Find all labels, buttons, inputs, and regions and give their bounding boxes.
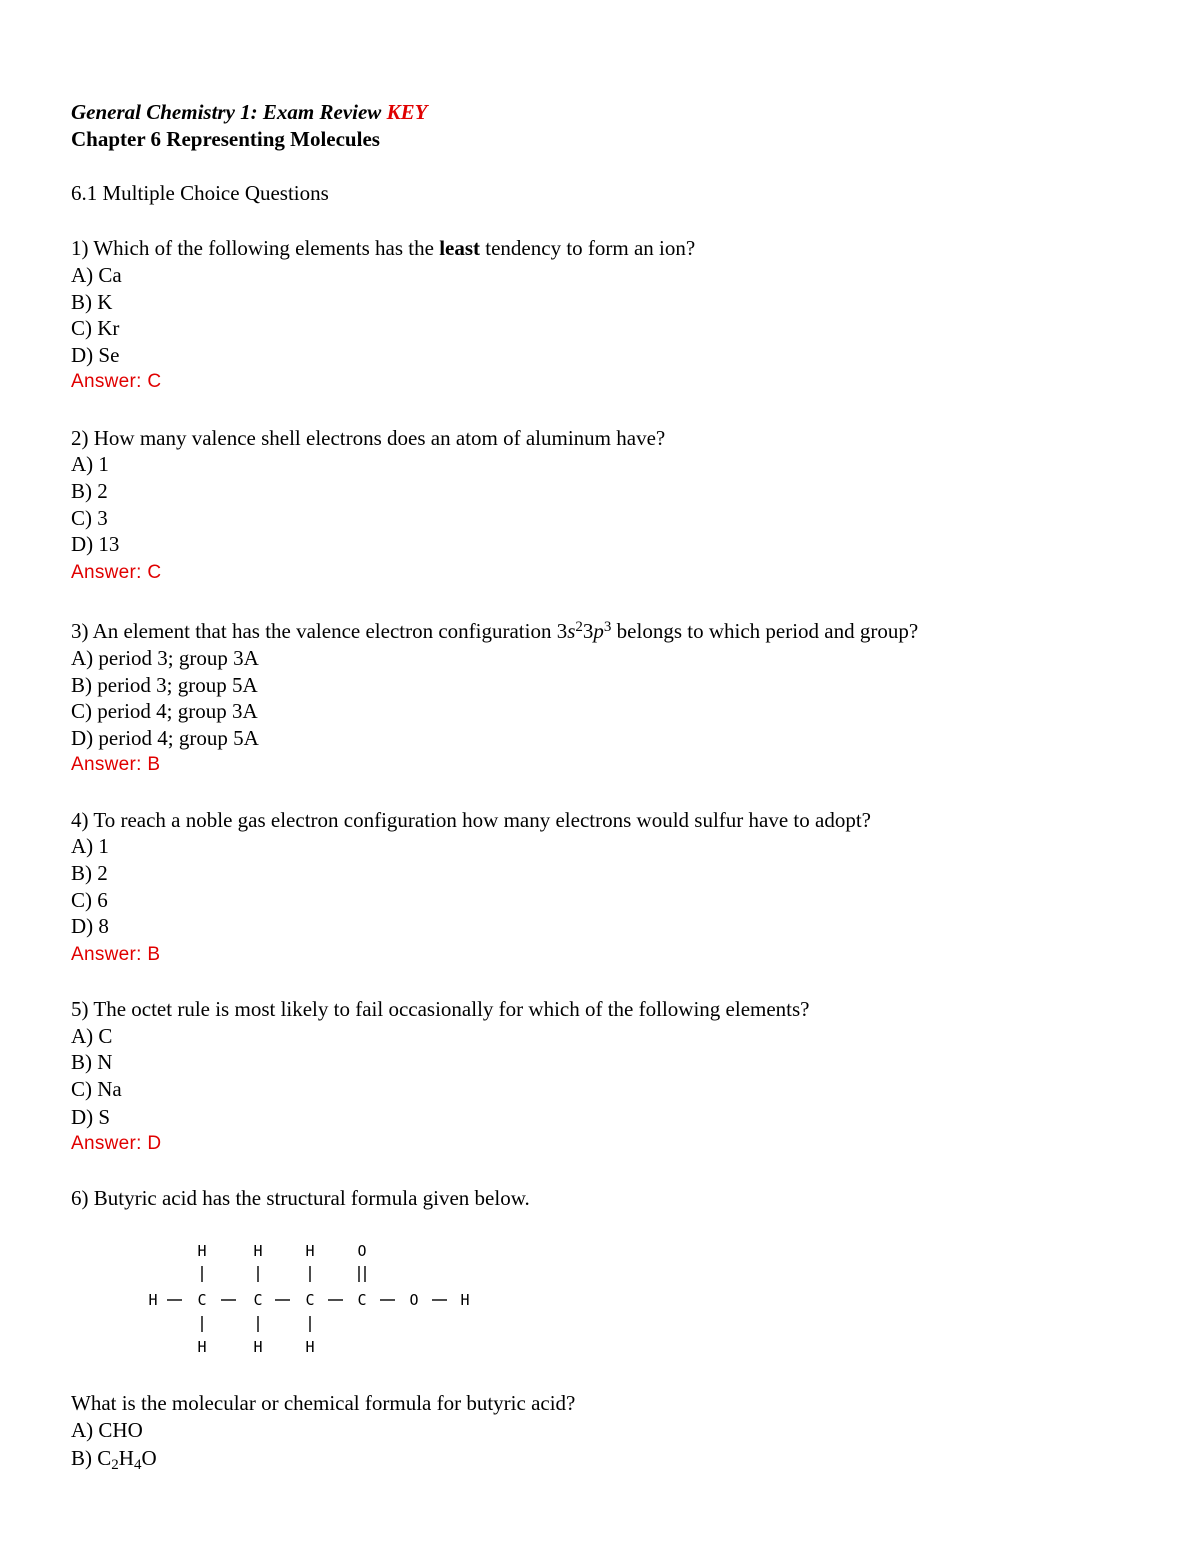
chain-h-left: H — [148, 1291, 158, 1309]
q2-option-a: A) 1 — [71, 452, 109, 476]
q5-option-d: D) S — [71, 1105, 111, 1129]
cfg-n1: 3 — [556, 619, 568, 643]
q4-option-a: A) 1 — [71, 834, 109, 858]
q4-option-d: D) 8 — [71, 914, 109, 938]
cfg-l1: s — [567, 619, 576, 643]
cfg-e1: 2 — [575, 619, 583, 635]
q3-option-c: C) period 4; group 3A — [71, 699, 258, 723]
question-5-text: 5) The octet rule is most likely to fail occasionally for which of the following elements? — [71, 997, 810, 1021]
chain-c-4: C — [357, 1291, 367, 1309]
q3-post: belongs to which period and group? — [611, 619, 919, 643]
q2-answer: Answer: C — [71, 562, 162, 583]
top-h-1: H — [197, 1242, 207, 1260]
chain-o: O — [409, 1291, 419, 1309]
q3-option-d: D) period 4; group 5A — [71, 726, 259, 750]
section-heading: 6.1 Multiple Choice Questions — [71, 181, 329, 205]
document-title — [71, 99, 427, 125]
q4-answer: Answer: B — [71, 944, 161, 965]
question-2-text: 2) How many valence shell electrons does an atom of aluminum have? — [71, 426, 666, 450]
q1-answer: Answer: C — [71, 371, 162, 392]
chain-h-right: H — [460, 1291, 470, 1309]
top-o: O — [357, 1242, 367, 1260]
q3-pre: 3) An element that has the valence electron configuration — [71, 619, 557, 643]
title-text: General Chemistry 1: Exam Review — [71, 100, 387, 124]
butyric-acid-structure — [140, 1236, 480, 1360]
electron-configuration — [557, 619, 612, 643]
question-1-text — [71, 235, 695, 261]
q6-option-b — [71, 1445, 157, 1474]
question-6-text: 6) Butyric acid has the structural formula given below. — [71, 1186, 530, 1210]
bottom-h-3: H — [305, 1338, 315, 1356]
q1-option-b: B) K — [71, 290, 113, 314]
q1-option-d: D) Se — [71, 343, 120, 367]
top-h-3: H — [305, 1242, 315, 1260]
q4-option-b: B) 2 — [71, 861, 108, 885]
q6b-mid: H — [118, 1446, 134, 1470]
q2-option-d: D) 13 — [71, 532, 120, 556]
q6b-sub-2: 4 — [133, 1457, 142, 1473]
q1-option-c: C) Kr — [71, 316, 120, 340]
bottom-h-2: H — [253, 1338, 263, 1356]
chain-c-3: C — [305, 1291, 315, 1309]
chain-c-2: C — [253, 1291, 263, 1309]
q5-option-b: B) N — [71, 1050, 113, 1074]
cfg-n2: 3 — [582, 619, 594, 643]
bottom-h-1: H — [197, 1338, 207, 1356]
q1-post: tendency to form an ion? — [480, 236, 696, 260]
q6b-post: O — [141, 1446, 157, 1470]
question-4-text: 4) To reach a noble gas electron configuration how many electrons would sulfur have to adopt? — [71, 808, 871, 832]
chain-c-1: C — [197, 1291, 207, 1309]
q5-option-a: A) C — [71, 1024, 113, 1048]
cfg-e2: 3 — [603, 619, 612, 635]
q6b-sub-1: 2 — [111, 1457, 119, 1473]
q3-answer: Answer: B — [71, 754, 161, 775]
q2-option-b: B) 2 — [71, 479, 108, 503]
q2-option-c: C) 3 — [71, 506, 108, 530]
q1-option-a: A) Ca — [71, 263, 122, 287]
q3-option-b: B) period 3; group 5A — [71, 673, 258, 697]
q1-emphasis: least — [439, 236, 481, 260]
top-h-2: H — [253, 1242, 263, 1260]
question-3-text — [71, 618, 918, 647]
q1-pre: 1) Which of the following elements has the — [71, 236, 440, 260]
q5-answer: Answer: D — [71, 1133, 162, 1154]
question-6-followup: What is the molecular or chemical formula for butyric acid? — [71, 1391, 576, 1415]
title-key-label: KEY — [386, 100, 428, 124]
q6b-pre: B) C — [71, 1446, 112, 1470]
q3-option-a: A) period 3; group 3A — [71, 646, 259, 670]
q5-option-c: C) Na — [71, 1077, 122, 1101]
q4-option-c: C) 6 — [71, 888, 108, 912]
q6-option-a: A) CHO — [71, 1418, 143, 1442]
chapter-heading: Chapter 6 Representing Molecules — [71, 127, 380, 151]
cfg-l2: p — [593, 619, 604, 643]
